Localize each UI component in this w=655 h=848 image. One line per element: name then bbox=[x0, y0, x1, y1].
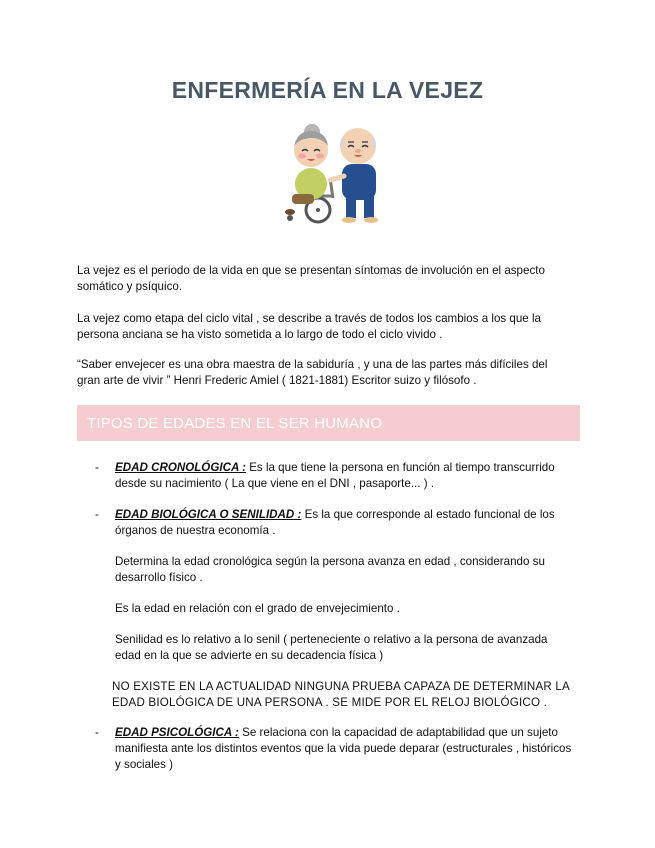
section-heading: TIPOS DE EDADES EN EL SER HUMANO bbox=[87, 415, 383, 432]
list-item-psicologica bbox=[115, 725, 575, 773]
list-item-biologica bbox=[115, 507, 575, 539]
elderly-couple-illustration bbox=[278, 118, 390, 226]
biological-detail-1: Determina la edad cronológica según la persona avanza en edad , considerando su desarrollo físico . bbox=[115, 555, 545, 584]
page-title: ENFERMERÍA EN LA VEJEZ bbox=[171, 77, 484, 103]
bullet-dash: - bbox=[95, 508, 99, 521]
quote-paragraph: “Saber envejecer es una obra maestra de la sabiduría , y una de las partes más difíciles del gran arte de vivir ” Henri Frederic Amiel ( 1821-1881) Escritor suizo y filósofo . bbox=[77, 358, 548, 387]
term-definition: Se relaciona con la capacidad de adaptabilidad que un sujeto manifiesta ante los distintos eventos que la vida puede deparar (estructurales , históricos y sociales ) bbox=[115, 726, 572, 771]
intro-paragraph-2: La vejez como etapa del ciclo vital , se describe a través de todos los cambios a los que la persona anciana se ha visto sometida a lo largo de todo el ciclo vivido . bbox=[77, 312, 541, 341]
notice-paragraph: NO EXISTE EN LA ACTUALIDAD NINGUNA PRUEBA CAPAZA DE DETERMINAR LA EDAD BIOLÓGICA DE UNA PERSONA . SE MIDE POR EL RELOJ BIOLÓGICO . bbox=[112, 680, 570, 709]
term-label: EDAD BIOLÓGICA O SENILIDAD : bbox=[115, 508, 302, 521]
term-definition: Es la que corresponde al estado funcional de los órganos de nuestra economía . bbox=[115, 508, 555, 537]
biological-detail-3: Senilidad es lo relativo a lo senil ( perteneciente o relativo a la persona de avanzada edad en la que se advierte en su decadencia física ) bbox=[115, 633, 548, 662]
intro-paragraph-1: La vejez es el periodo de la vida en que se presentan síntomas de involución en el aspecto somático y psíquico. bbox=[77, 264, 545, 293]
term-label: EDAD CRONOLÓGICA : bbox=[115, 461, 246, 474]
bullet-dash: - bbox=[95, 726, 99, 739]
list-item-cronologica bbox=[115, 460, 575, 492]
section-banner bbox=[77, 405, 580, 441]
bullet-dash: - bbox=[95, 461, 99, 474]
term-definition: Es la que tiene la persona en función al tiempo transcurrido desde su nacimiento ( La que viene en el DNI , pasaporte... ) . bbox=[115, 461, 555, 490]
term-label: EDAD PSICOLÓGICA : bbox=[115, 726, 239, 739]
biological-detail-2: Es la edad en relación con el grado de envejecimiento . bbox=[115, 602, 400, 615]
